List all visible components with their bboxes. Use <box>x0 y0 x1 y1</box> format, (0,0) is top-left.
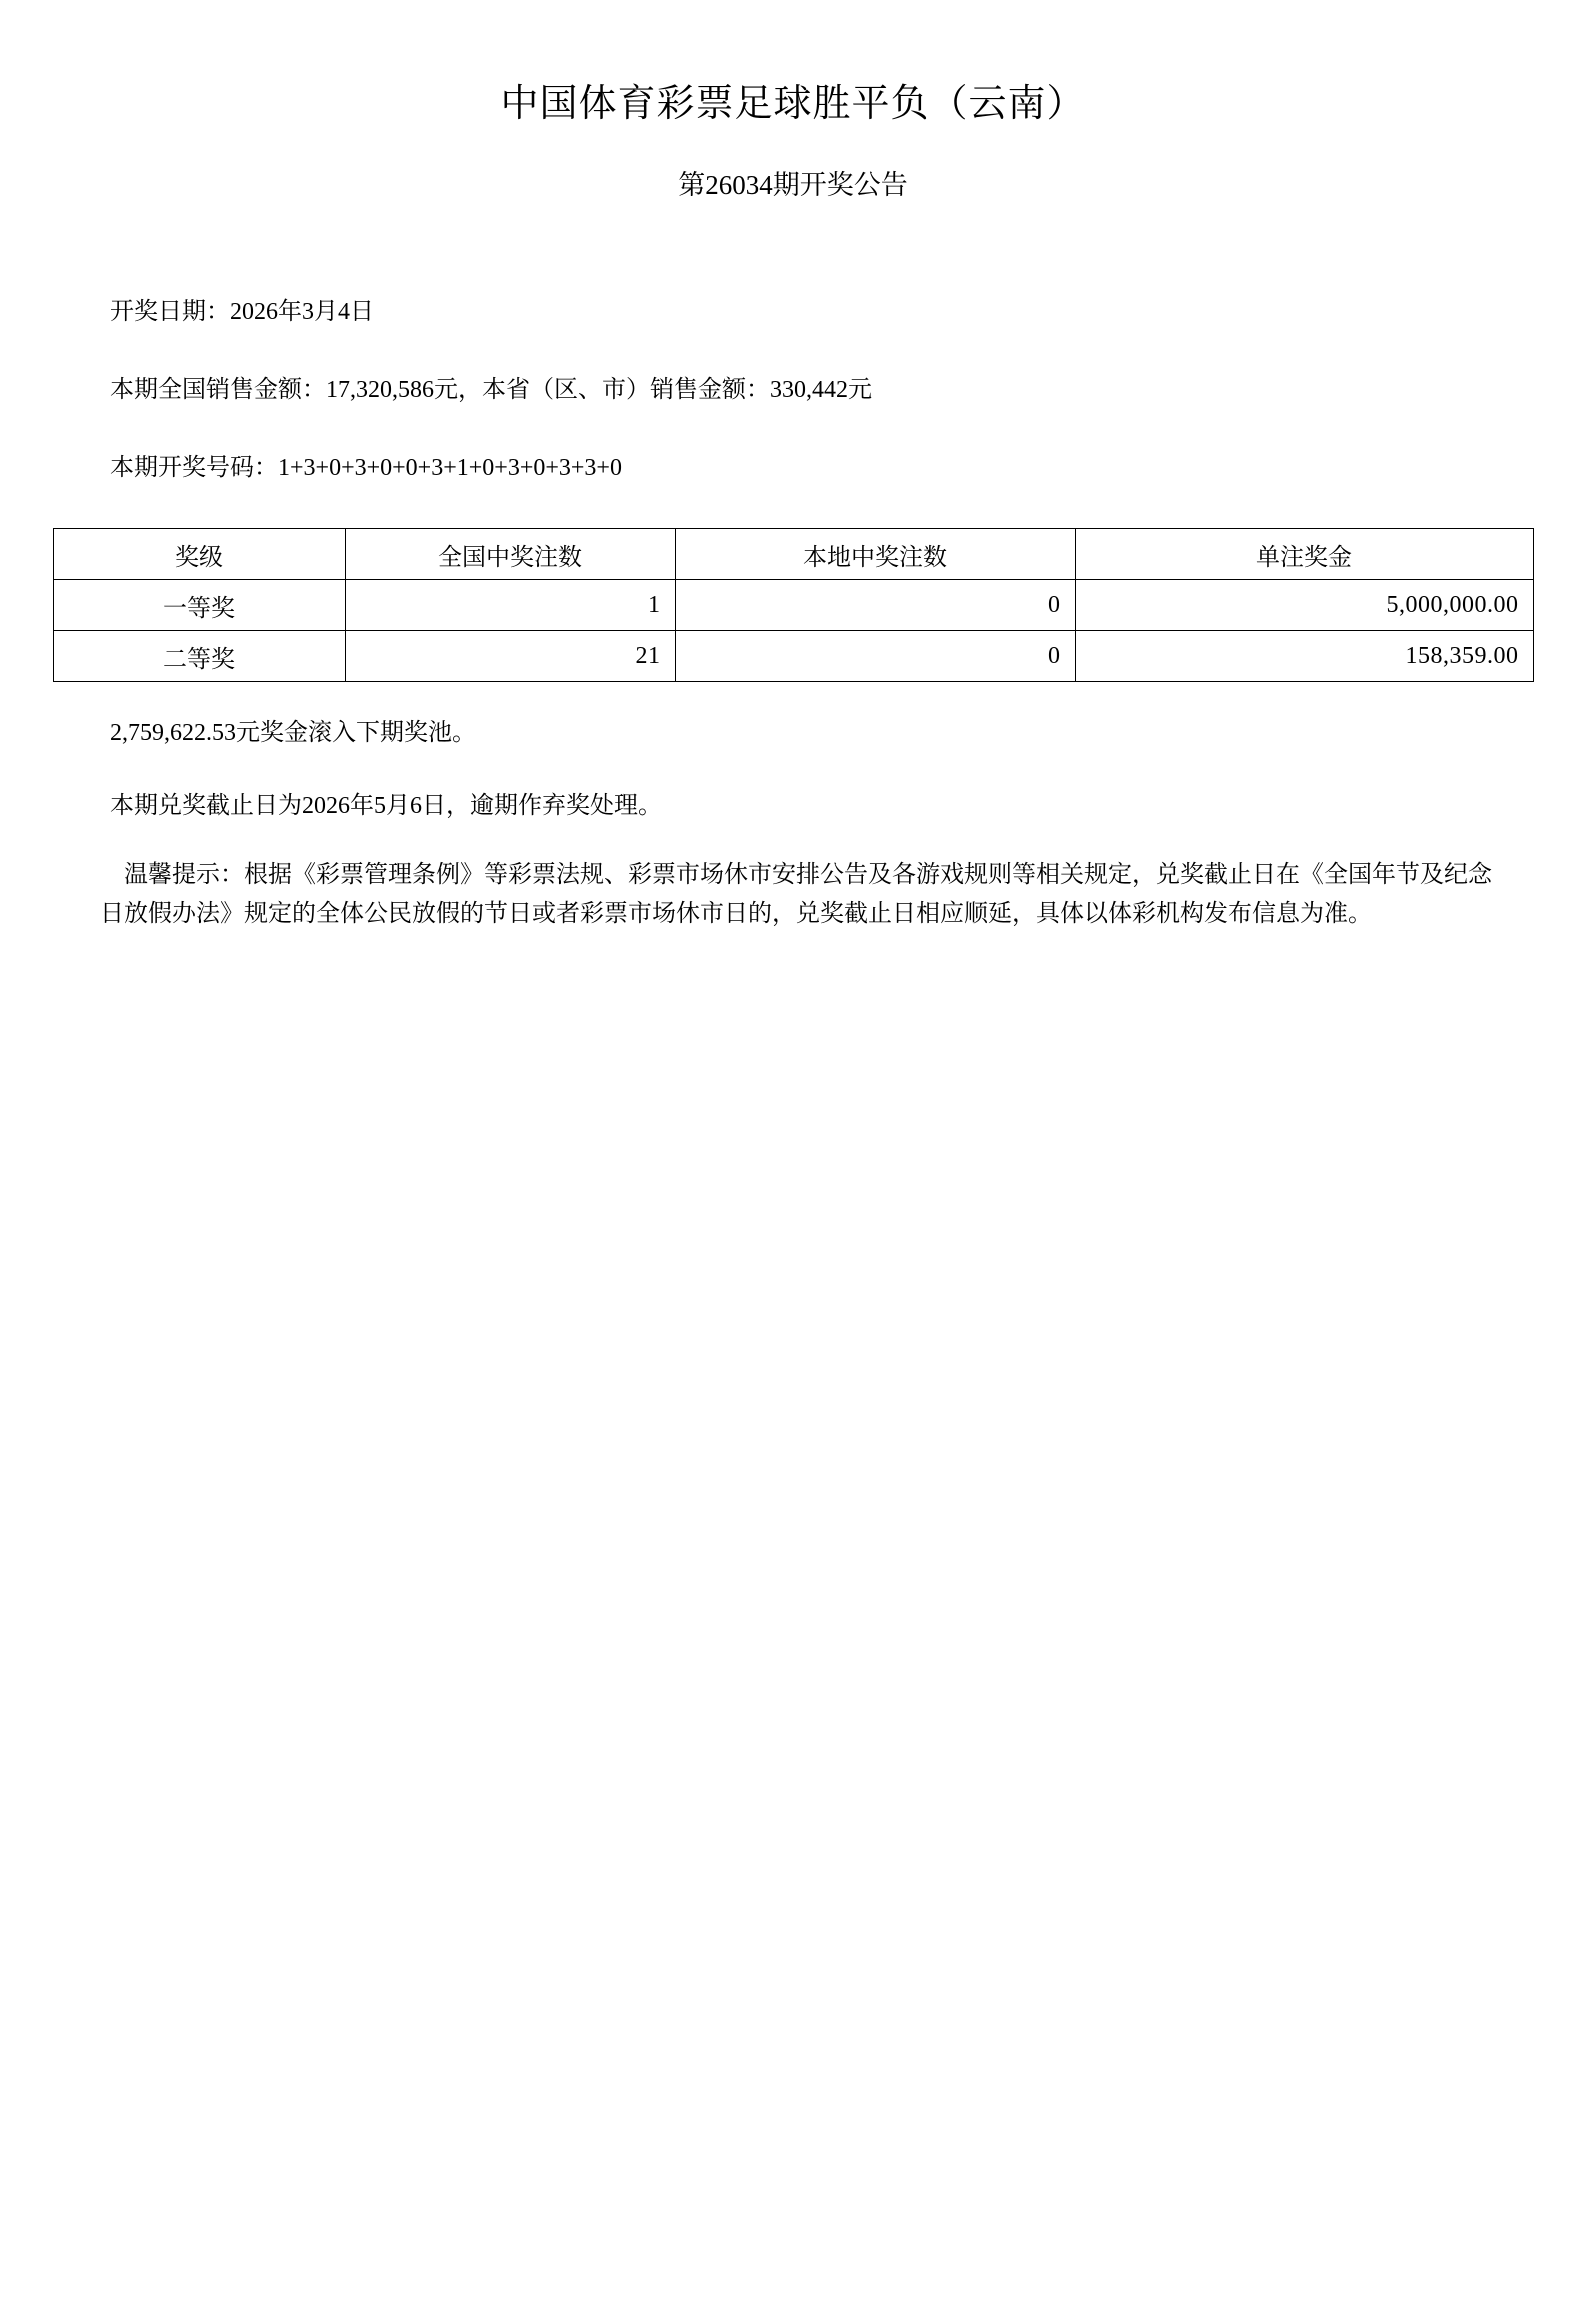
cell-national-count: 1 <box>345 580 675 631</box>
prize-table <box>53 528 1534 682</box>
column-header-prize-amount: 单注奖金 <box>1075 529 1533 580</box>
column-header-local-count: 本地中奖注数 <box>675 529 1075 580</box>
table-row <box>53 580 1533 631</box>
column-header-level: 奖级 <box>53 529 345 580</box>
cell-prize-amount: 158,359.00 <box>1075 631 1533 682</box>
sales-amount-line: 本期全国销售金额：17,320,586元，本省（区、市）销售金额：330,442元 <box>110 377 872 403</box>
cell-local-count: 0 <box>675 631 1075 682</box>
table-header-row <box>53 529 1533 580</box>
page-subtitle: 第26034期开奖公告 <box>678 170 908 200</box>
announcement-body <box>52 294 1534 934</box>
winning-numbers-line: 本期开奖号码：1+3+0+3+0+0+3+1+0+3+0+3+3+0 <box>110 455 622 481</box>
notice-text: 温馨提示：根据《彩票管理条例》等彩票法规、彩票市场休市安排公告及各游戏规则等相关规定，兑奖截止日在《全国年节及纪念日放假办法》规定的全体公民放假的节日或者彩票市场休市日的，兑奖截止日相应顺延，具体以体彩机构发布信息为准。 <box>100 862 1492 927</box>
cell-local-count: 0 <box>675 580 1075 631</box>
cell-prize-level: 二等奖 <box>53 631 345 682</box>
redemption-deadline-line: 本期兑奖截止日为2026年5月6日，逾期作弃奖处理。 <box>110 793 662 819</box>
draw-date-line: 开奖日期：2026年3月4日 <box>110 299 374 325</box>
cell-national-count: 21 <box>345 631 675 682</box>
page-title: 中国体育彩票足球胜平负（云南） <box>500 83 1086 125</box>
announcement-page <box>0 72 1586 2314</box>
notice-paragraph <box>52 856 1534 934</box>
rollover-line: 2,759,622.53元奖金滚入下期奖池。 <box>110 720 476 746</box>
cell-prize-level: 一等奖 <box>53 580 345 631</box>
cell-prize-amount: 5,000,000.00 <box>1075 580 1533 631</box>
table-row <box>53 631 1533 682</box>
column-header-national-count: 全国中奖注数 <box>345 529 675 580</box>
